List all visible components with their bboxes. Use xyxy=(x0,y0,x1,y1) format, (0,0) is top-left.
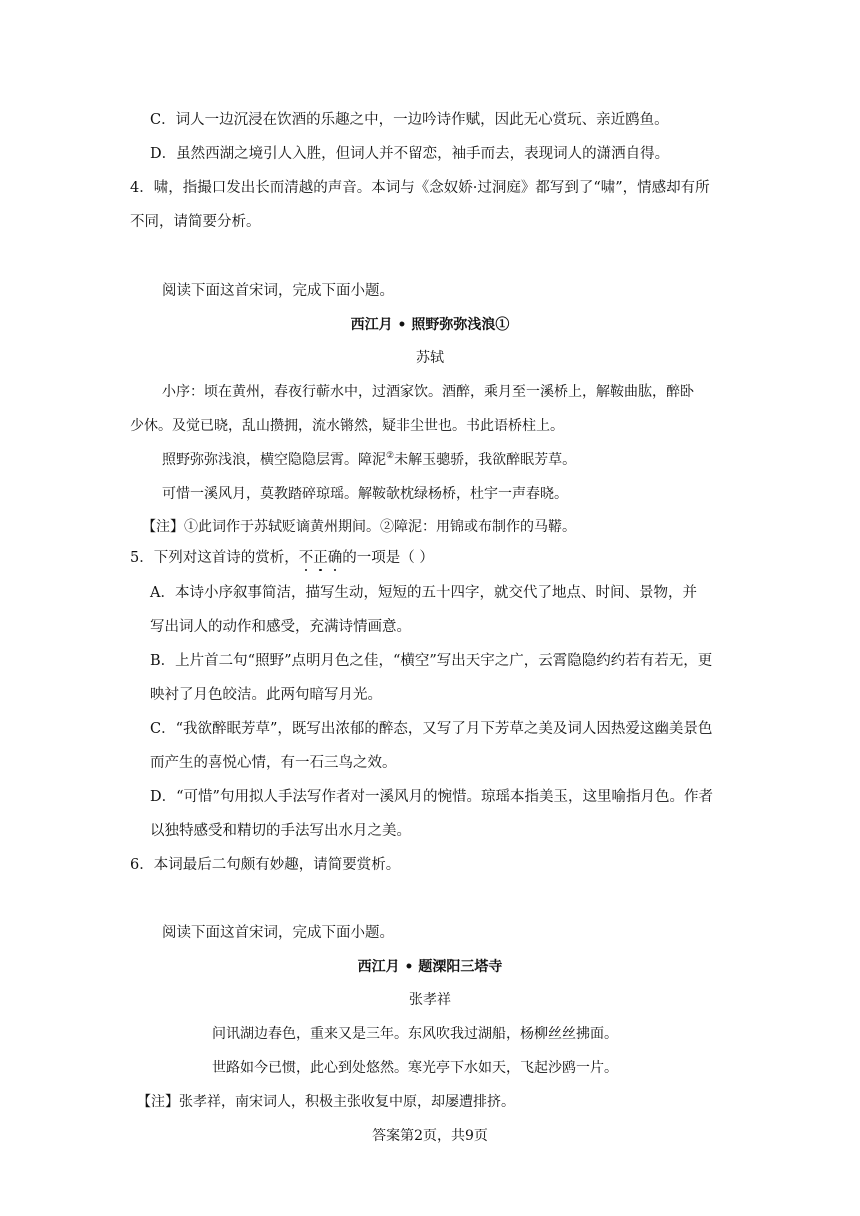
poem-2-stanza-2: 世路如今已惯，此心到处悠然。寒光亭下水如天，飞起沙鸥一片。 xyxy=(212,1060,618,1076)
emphasis-char: 正 xyxy=(313,550,328,566)
poem-title-2: 西江月 • 题溧阳三塔寺 xyxy=(357,959,503,975)
question-6: 6．本词最后二句颇有妙趣，请简要赏析。 xyxy=(130,857,401,873)
poem-author: 苏轼 xyxy=(416,350,444,366)
question-4-line-2: 不同，请简要分析。 xyxy=(130,214,261,230)
option-d-line-1: D．“可惜”句用拟人手法写作者对一溪风月的惋惜。琼瑶本指美玉，这里喻指月色。作者 xyxy=(150,789,713,805)
emphasis-char: 不 xyxy=(298,550,314,566)
note-ref-2: ② xyxy=(386,451,395,461)
reading-intro-2: 阅读下面这首宋词，完成下面小题。 xyxy=(162,925,394,941)
poem-2-stanza-1: 问讯湖边春色，重来又是三年。东风吹我过湖船，杨柳丝丝拂面。 xyxy=(212,1026,618,1042)
poem-preface-line-1: 小序：顷在黄州，春夜行蕲水中，过酒家饮。酒醉，乘月至一溪桥上，解鞍曲肱，醉卧 xyxy=(162,384,694,400)
poem-preface-line-2: 少休。及觉已晓，乱山攒拥，流水锵然，疑非尘世也。书此语桥柱上。 xyxy=(130,418,564,434)
option-a-line-2: 写出词人的动作和感受，充满诗情画意。 xyxy=(150,619,411,635)
option-d: D．虽然西湖之境引人入胜，但词人并不留恋，袖手而去，表现词人的潇洒自得。 xyxy=(150,146,670,162)
option-b-line-2: 映衬了月色皎洁。此两句暗写月光。 xyxy=(150,687,382,703)
emphasis-char: 确 xyxy=(327,550,343,566)
reading-intro: 阅读下面这首宋词，完成下面小题。 xyxy=(162,283,394,299)
option-d-line-2: 以独特感受和精切的手法写出水月之美。 xyxy=(150,823,411,839)
question-5-suffix: 的一项是（ ） xyxy=(342,550,434,566)
option-c: C．词人一边沉浸在饮酒的乐趣之中，一边吟诗作赋，因此无心赏玩、亲近鸥鱼。 xyxy=(150,112,669,128)
poem-author-2: 张孝祥 xyxy=(409,992,451,1008)
option-b-line-1: B．上片首二句“照野”点明月色之佳，“横空”写出天宇之广，云霄隐隐约约若有若无，更 xyxy=(150,653,713,669)
question-5-prefix: 5．下列对这首诗的赏析， xyxy=(130,550,299,566)
option-a-line-1: A．本诗小序叙事简洁，描写生动，短短的五十四字，就交代了地点、时间、景物，并 xyxy=(150,585,697,601)
poem-stanza-2: 可惜一溪风月，莫教踏碎琼瑶。解鞍欹枕绿杨桥，杜宇一声春晓。 xyxy=(162,486,568,502)
option-c-line-1: C．“我欲醉眠芳草”，既写出浓郁的醉态，又写了月下芳草之美及词人因热爱这幽美景色 xyxy=(150,721,713,737)
question-5 xyxy=(130,551,434,566)
poem-stanza-1-a: 照野弥弥浅浪，横空隐隐层霄。障泥 xyxy=(162,452,386,468)
question-4-line-1: 4．啸，指撮口发出长而清越的声音。本词与《念奴娇·过洞庭》都写到了“啸”，情感却有所 xyxy=(130,180,710,196)
page-footer: 答案第2页，共9页 xyxy=(372,1128,488,1144)
poem-title: 西江月 • 照野弥弥浅浪① xyxy=(350,317,510,333)
option-c-line-2: 而产生的喜悦心情，有一石三鸟之效。 xyxy=(150,755,397,771)
poem-note: 【注】①此词作于苏轼贬谪黄州期间。②障泥：用锦或布制作的马鞯。 xyxy=(142,519,576,535)
poem-stanza-1 xyxy=(162,453,576,467)
poem-stanza-1-b: 未解玉骢骄，我欲醉眠芳草。 xyxy=(394,452,577,468)
poem-2-note: 【注】张孝祥，南宋词人，积极主张收复中原，却屡遭排挤。 xyxy=(137,1094,515,1110)
